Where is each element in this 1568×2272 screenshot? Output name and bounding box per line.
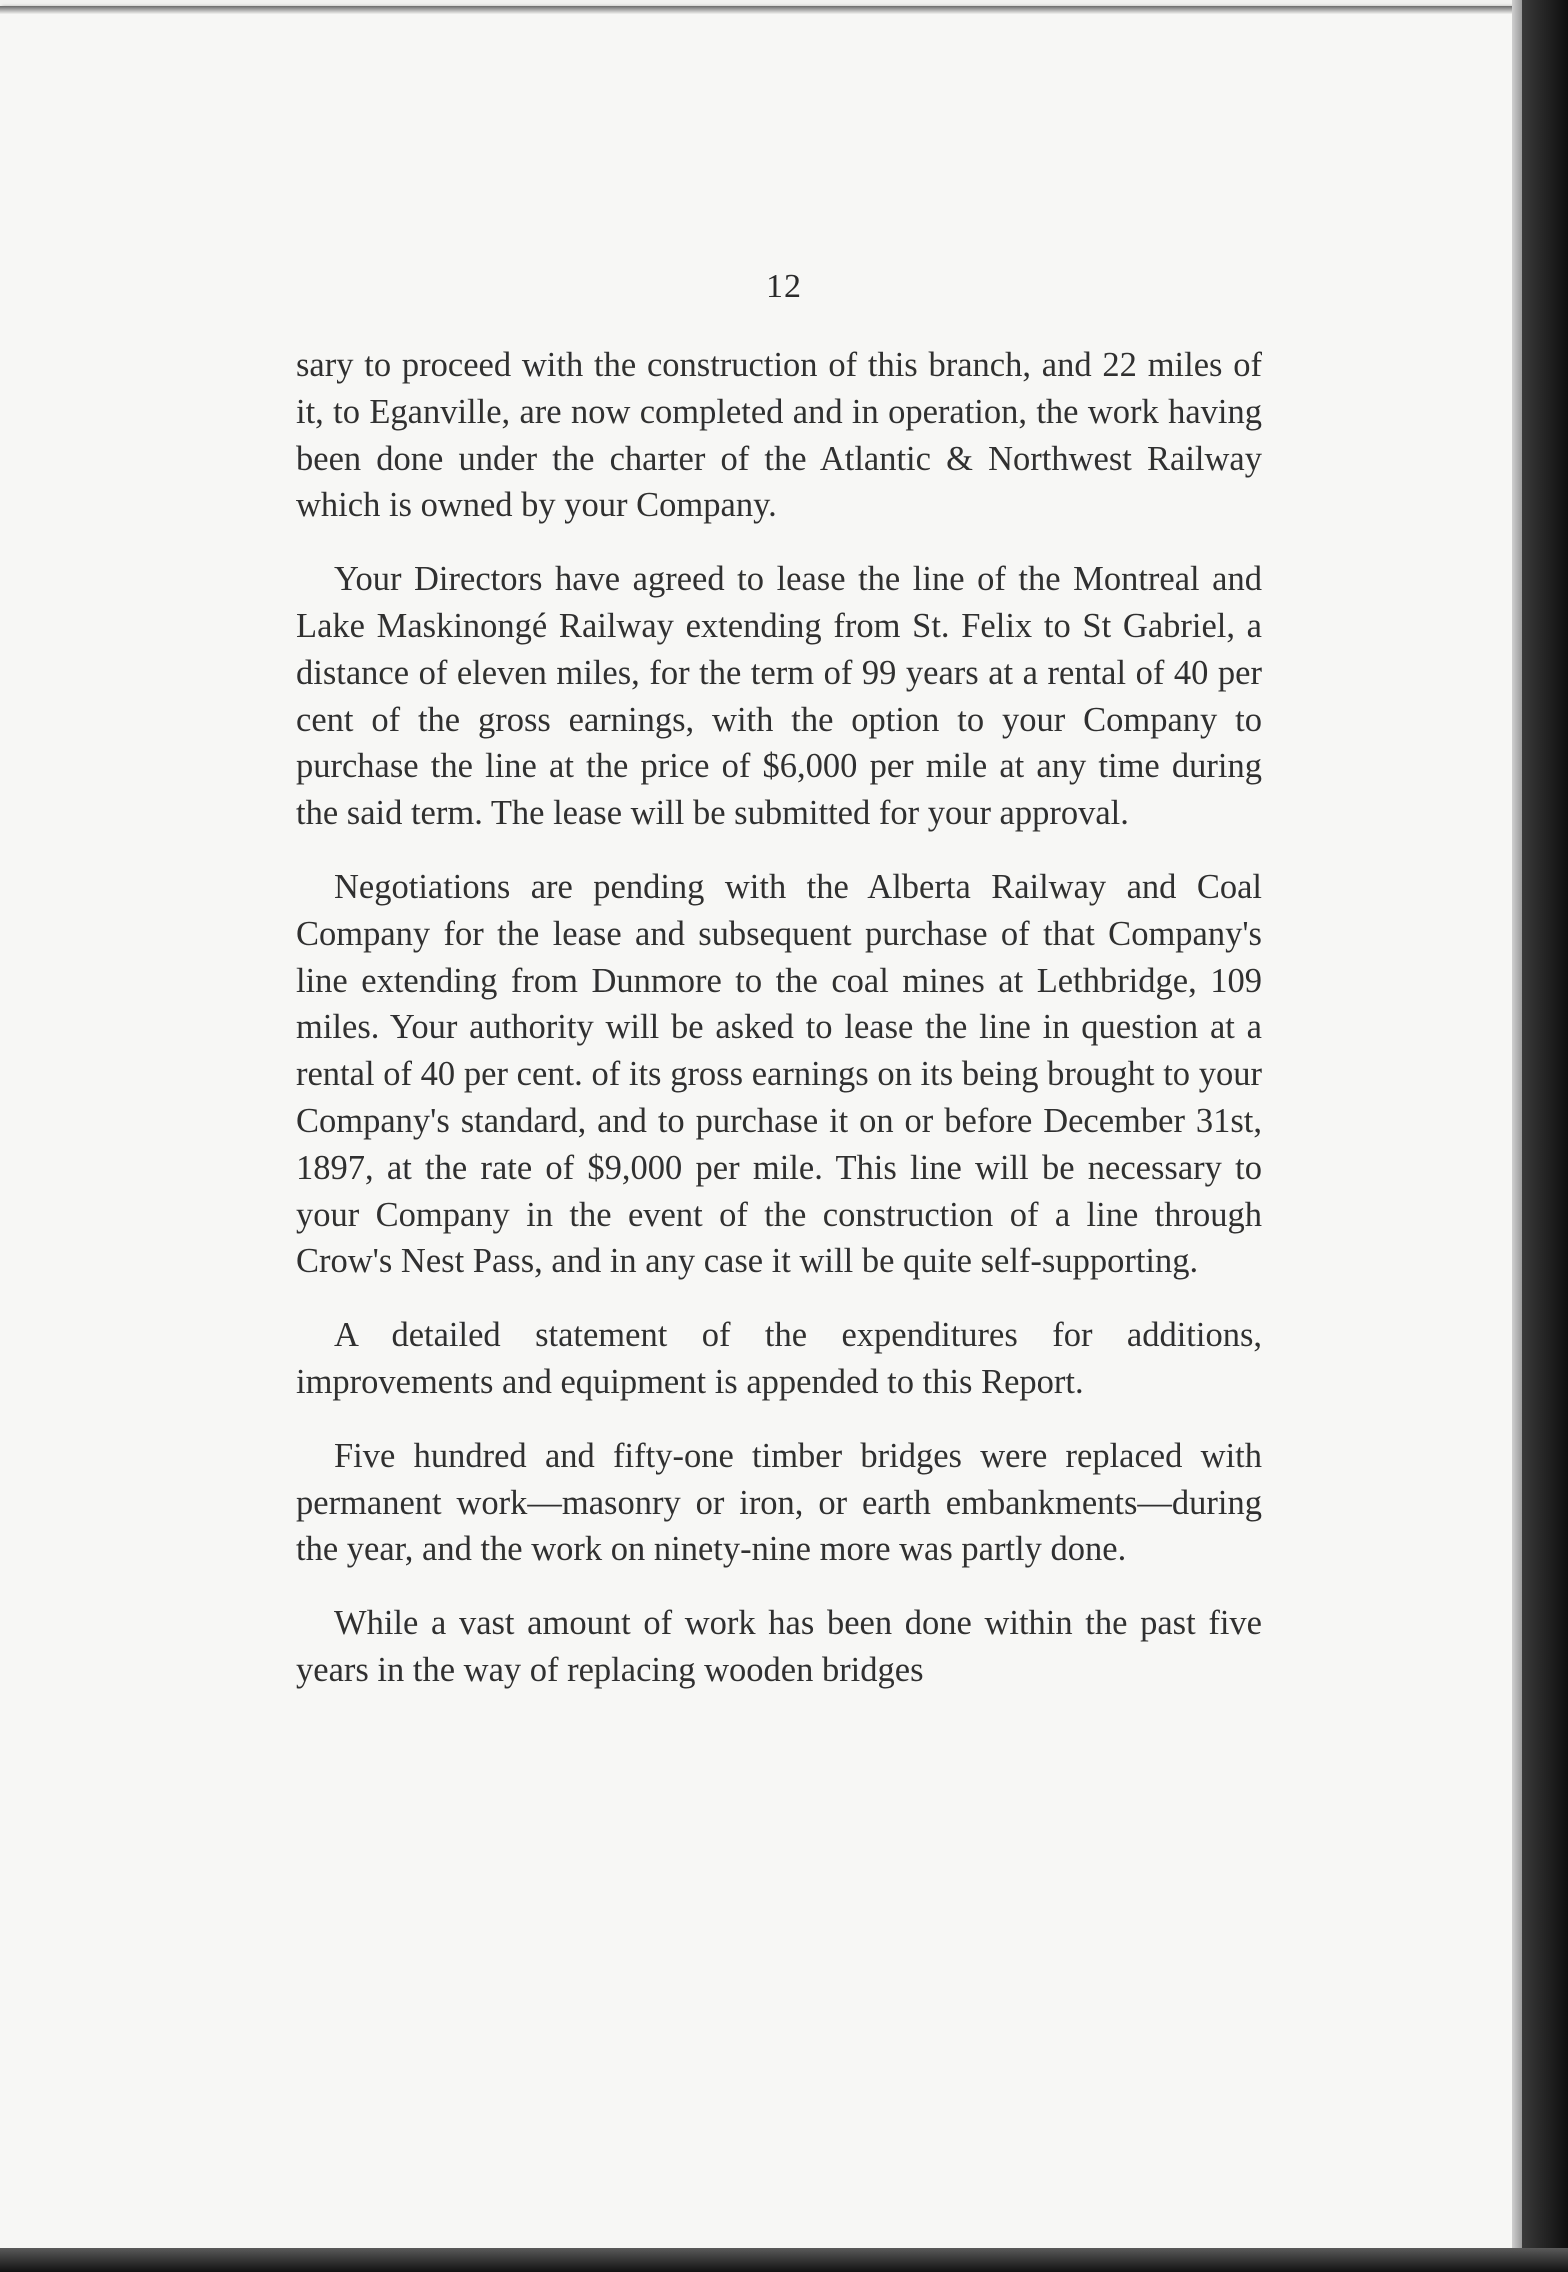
paragraph-expenditures-statement: A detailed statement of the expenditures for additions, improvements and equipment is appended to this Report. — [296, 1316, 1262, 1401]
paragraph-continuation: sary to proceed with the construction of this branch, and 22 miles of it, to Eganville, are now completed and in operation, the work having been done under the charter of the Atlantic & Northwest Railway which is owned by your Company. — [296, 346, 1262, 525]
scan-bottom-band — [0, 2248, 1568, 2272]
page-number: 12 — [766, 268, 802, 305]
paragraph-timber-bridges: Five hundred and fifty-one timber bridges were replaced with permanent work—masonry or iron, or earth embankments—during the year, and the work on ninety-nine more was partly done. — [296, 1436, 1262, 1569]
paragraph-replacing-bridges: While a vast amount of work has been done within the past five years in the way of replacing wooden bridges — [296, 1604, 1262, 1689]
paragraph-alberta-negotiations: Negotiations are pending with the Alberta Railway and Coal Company for the lease and subsequent purchase of that Company's line extending from Dunmore to the coal mines at Lethbridge, 109 miles. Your authority will be asked to lease the line in question at a rental of 40 per cent. of its gross earnings on its being brought to your Company's standard, and to purchase it on or before December 31st, 1897, at the rate of $9,000 per mile. This line will be necessary to your Company in the event of the construction of a line through Crow's Nest Pass, and in any case it will be quite self-supporting. — [296, 867, 1262, 1281]
paragraph-lease-maskinonge: Your Directors have agreed to lease the line of the Montreal and Lake Maskinongé Railway extending from St. Felix to St Gabriel, a distance of eleven miles, for the term of 99 years at a rental of 40 per cent of the gross earnings, with the option to your Company to purchase the line at the price of $6,000 per mile at any time during the said term. The lease will be submitted for your approval. — [296, 560, 1262, 833]
page-top-edge — [0, 6, 1520, 14]
scan-gutter — [1522, 0, 1568, 2272]
body-text — [296, 342, 1262, 1694]
page-right-edge — [1512, 0, 1522, 2260]
